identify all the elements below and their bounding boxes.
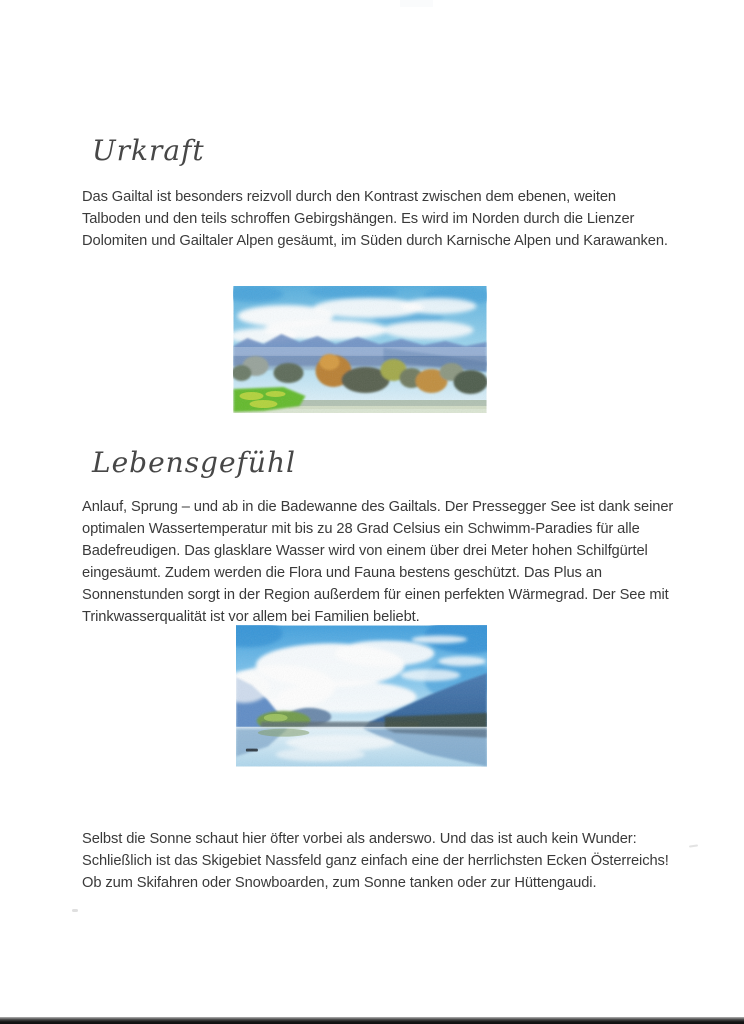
paragraph-nassfeld	[82, 828, 674, 894]
paragraph-urkraft: Das Gailtal ist besonders reizvoll durch den Kontrast zwischen dem ebenen, weiten Talboden und den teils schroffen Gebirgshängen. Es wird im Norden durch die Lienzer Dolomiten und Gailtaler Alpen gesäumt, im Süden durch Karnische Alpen und Karawanken.	[82, 189, 668, 249]
scan-mark	[689, 844, 698, 847]
autumn-valley-panorama-image	[233, 286, 487, 413]
paragraph-nassfeld-line-2: Ob zum Skifahren oder Snowboarden, zum Sonne tanken oder zur Hüttengaudi.	[82, 875, 597, 891]
lake-reflection-image	[236, 625, 487, 767]
scan-edge-bar	[0, 1017, 744, 1024]
autumn-valley-panorama-photo	[233, 286, 487, 413]
paragraph-pressegger-see: Anlauf, Sprung – und ab in die Badewanne des Gailtals. Der Pressegger See ist dank seiner optimalen Wassertemperatur mit bis zu 28 Grad Celsius ein Schwimm-Paradies für alle Badefreudigen. Das glasklare Wasser wird von einem über drei Meter hohen Schilfgürtel eingesäumt. Zudem werden die Flora und Fauna bestens geschützt. Das Plus an Sonnenstunden sorgt in der Region außerdem für einen perfekten Wärmegrad. Der See mit Trinkwasserqualität ist vor allem bei Familien beliebt.	[82, 499, 674, 625]
scan-speck	[72, 909, 78, 912]
section-heading-urkraft: Urkraft	[92, 134, 205, 167]
scan-artifact-top	[400, 0, 433, 7]
section-heading-lebensgefuehl: Lebensgefühl	[92, 446, 296, 479]
lake-reflection-photo	[236, 625, 487, 767]
paragraph-nassfeld-line-1: Selbst die Sonne schaut hier öfter vorbei als anderswo. Und das ist auch kein Wunder: Schließlich ist das Skigebiet Nassfeld ganz einfach eine der herrlichsten Ecken Österreichs!	[82, 831, 669, 869]
